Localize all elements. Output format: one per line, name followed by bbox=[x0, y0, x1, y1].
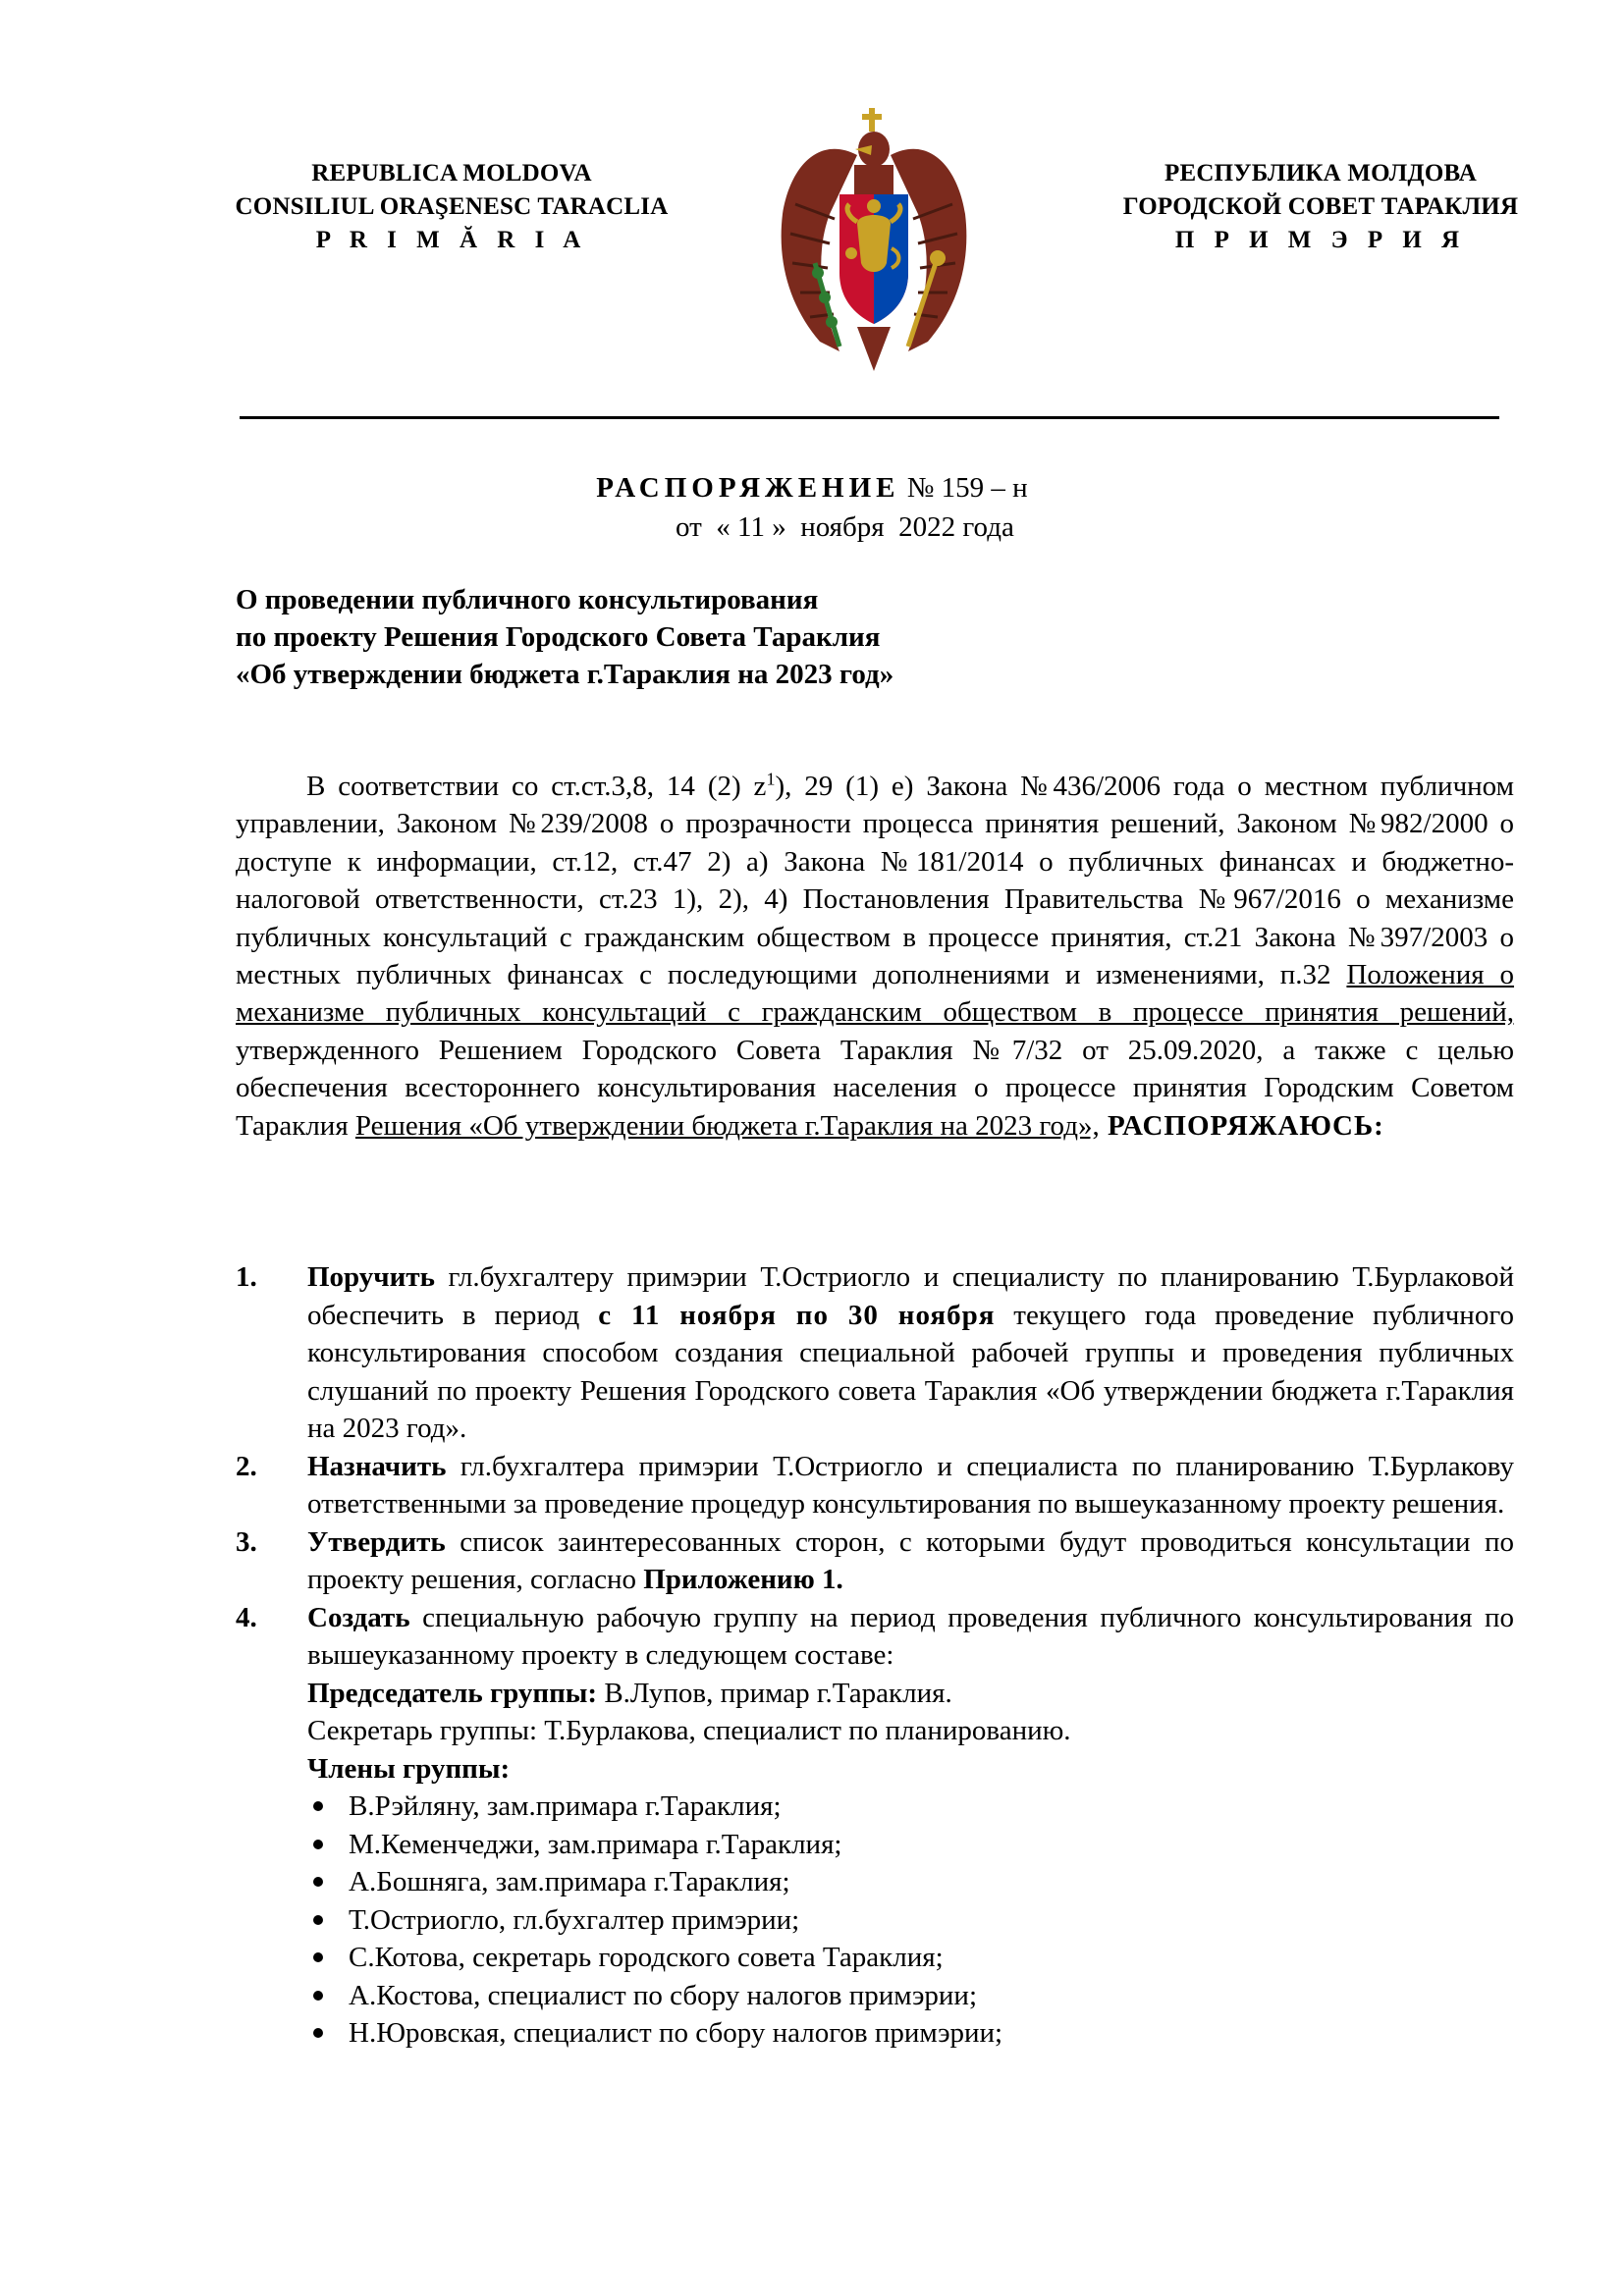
preamble-text-1: В соответствии со ст.ст.3,8, 14 (2) z bbox=[306, 771, 767, 802]
list-item bbox=[307, 1977, 1514, 2015]
item-number: 4. bbox=[236, 1601, 257, 1633]
group-chair-label: Председатель группы: bbox=[307, 1677, 598, 1709]
item-text: гл.бухгалтера примэрии Т.Остриогло и специалиста по планированию Т.Бурлакову ответственными за проведение процедур консультирования по вышеуказанному проекту решения. bbox=[307, 1450, 1514, 1520]
item-text: специальную рабочую группу на период проведения публичного консультирования по вышеуказанному проекту в следующем составе: bbox=[307, 1601, 1514, 1671]
item-number: 2. bbox=[236, 1450, 257, 1482]
list-item bbox=[307, 1788, 1514, 1826]
preamble-paragraph bbox=[236, 768, 1514, 1145]
bullet-icon bbox=[313, 1877, 323, 1887]
group-members-list bbox=[307, 1788, 1514, 2053]
list-item bbox=[307, 1826, 1514, 1864]
bullet-icon bbox=[313, 1991, 323, 2001]
header-left-line-1: REPUBLICA MOLDOVA bbox=[311, 160, 592, 187]
item-number: 3. bbox=[236, 1525, 257, 1558]
item-period: с 11 ноября по 30 ноября bbox=[598, 1299, 996, 1331]
preamble bbox=[236, 768, 1514, 1145]
preamble-closing: РАСПОРЯЖАЮСЬ: bbox=[1099, 1109, 1384, 1142]
bullet-icon bbox=[313, 2028, 323, 2038]
header-right-block bbox=[1095, 157, 1546, 257]
preamble-text-3: утвержденного Решением Городского Совета Тараклия №7/32 от 25.09.2020, а также с целью обеспечения всестороннего консультирования населения о процессе принятия Городским Советом Тараклия bbox=[236, 1034, 1514, 1142]
order-number: № 159 – н bbox=[899, 472, 1028, 504]
item-verb: Создать bbox=[307, 1601, 410, 1633]
preamble-underlined-regulation: Положения о механизме публичных консультаций с гражданским обществом в процессе принятия решений, bbox=[236, 959, 1515, 1029]
list-item bbox=[307, 1863, 1514, 1901]
header-left-line-2: CONSILIUL ORAŞENESC TARACLIA bbox=[235, 193, 669, 220]
order-title-word: РАСПОРЯЖЕНИЕ bbox=[596, 472, 900, 504]
group-secretary: Секретарь группы: Т.Бурлакова, специалист по планированию. bbox=[307, 1715, 1071, 1746]
order-subject bbox=[236, 581, 893, 693]
group-chair bbox=[307, 1675, 1514, 1713]
item-appendix-ref: Приложению 1. bbox=[643, 1564, 843, 1595]
moldova-coat-of-arms-icon bbox=[761, 106, 987, 381]
list-item bbox=[307, 1939, 1514, 1977]
subject-line-1: О проведении публичного консультирования bbox=[236, 584, 819, 615]
item-text: список заинтересованных сторон, с которыми будут проводиться консультации по проекту решения, согласно bbox=[307, 1525, 1514, 1595]
item-text-2: текущего года проведение публичного консультирования способом создания специальной рабочей группы и проведения публичных слушаний по проекту Решения Городского совета Тараклия «Об утверждении бюджета г.Тараклия на 2023 год». bbox=[307, 1299, 1514, 1444]
header-right-line-2: ГОРОДСКОЙ СОВЕТ ТАРАКЛИЯ bbox=[1122, 193, 1519, 220]
member-text: В.Рэйляну, зам.примара г.Тараклия; bbox=[349, 1790, 782, 1822]
item-verb: Поручить bbox=[307, 1261, 435, 1293]
header-right-line-3: П Р И М Э Р И Я bbox=[1174, 227, 1467, 253]
header-right-line-1: РЕСПУБЛИКА МОЛДОВА bbox=[1164, 160, 1478, 187]
bullet-icon bbox=[313, 1801, 323, 1811]
bullet-icon bbox=[313, 1840, 323, 1849]
member-text: М.Кеменчеджи, зам.примара г.Тараклия; bbox=[349, 1828, 842, 1860]
header-divider bbox=[240, 416, 1499, 419]
member-text: А.Костова, специалист по сбору налогов примэрии; bbox=[349, 1979, 978, 2011]
order-item-3 bbox=[236, 1523, 1514, 1599]
bullet-icon bbox=[313, 1952, 323, 1962]
list-item bbox=[307, 2014, 1514, 2053]
preamble-superscript: 1 bbox=[766, 769, 776, 789]
order-items bbox=[236, 1258, 1514, 2053]
bullet-icon bbox=[313, 1915, 323, 1925]
list-item bbox=[307, 1901, 1514, 1940]
member-text: Т.Остриогло, гл.бухгалтер примэрии; bbox=[349, 1903, 800, 1936]
item-number: 1. bbox=[236, 1261, 257, 1293]
item-text: гл.бухгалтеру примэрии Т.Остриогло и специалисту по планированию Т.Бурлаковой обеспечить в период bbox=[307, 1261, 1514, 1331]
member-text: Н.Юровская, специалист по сбору налогов примэрии; bbox=[349, 2017, 1003, 2049]
member-text: С.Котова, секретарь городского совета Тараклия; bbox=[349, 1942, 944, 1973]
group-members-label: Члены группы: bbox=[307, 1752, 511, 1785]
item-verb: Назначить bbox=[307, 1450, 447, 1482]
subject-line-2: по проекту Решения Городского Совета Тараклия bbox=[236, 621, 881, 653]
order-item-1 bbox=[236, 1258, 1514, 1448]
order-date: от « 11 » ноября 2022 года bbox=[676, 511, 1014, 543]
order-item-2 bbox=[236, 1448, 1514, 1523]
member-text: А.Бошняга, зам.примара г.Тараклия; bbox=[349, 1866, 790, 1897]
preamble-underlined-decision: Решения «Об утверждении бюджета г.Тараклия на 2023 год», bbox=[354, 1109, 1100, 1142]
subject-line-3: «Об утверждении бюджета г.Тараклия на 2023 год» bbox=[236, 659, 894, 690]
group-chair-value: В.Лупов, примар г.Тараклия. bbox=[597, 1677, 952, 1709]
header-left-block bbox=[206, 157, 697, 257]
header-left-line-3: P R I M Ă R I A bbox=[315, 227, 588, 253]
order-item-4 bbox=[236, 1599, 1514, 2053]
item-verb: Утвердить bbox=[307, 1525, 446, 1558]
order-title bbox=[0, 468, 1624, 507]
preamble-text-2: ), 29 (1) е) Закона №436/2006 года о местном публичном управлении, Законом №239/2008 о прозрачности процесса принятия решений, Законом №982/2000 о доступе к информации, ст.12, ст.47 2) а) Закона №181/2014 о публичных финансах и бюджетно-налоговой ответственности, ст.23 1), 2), 4) Постановления Правительства №967/2016 о механизме публичных консультаций с гражданским обществом в процессе принятия, ст.21 Закона №397/2003 о местных публичных финансах с последующими дополнениями и изменениями, п.32 bbox=[236, 771, 1514, 991]
